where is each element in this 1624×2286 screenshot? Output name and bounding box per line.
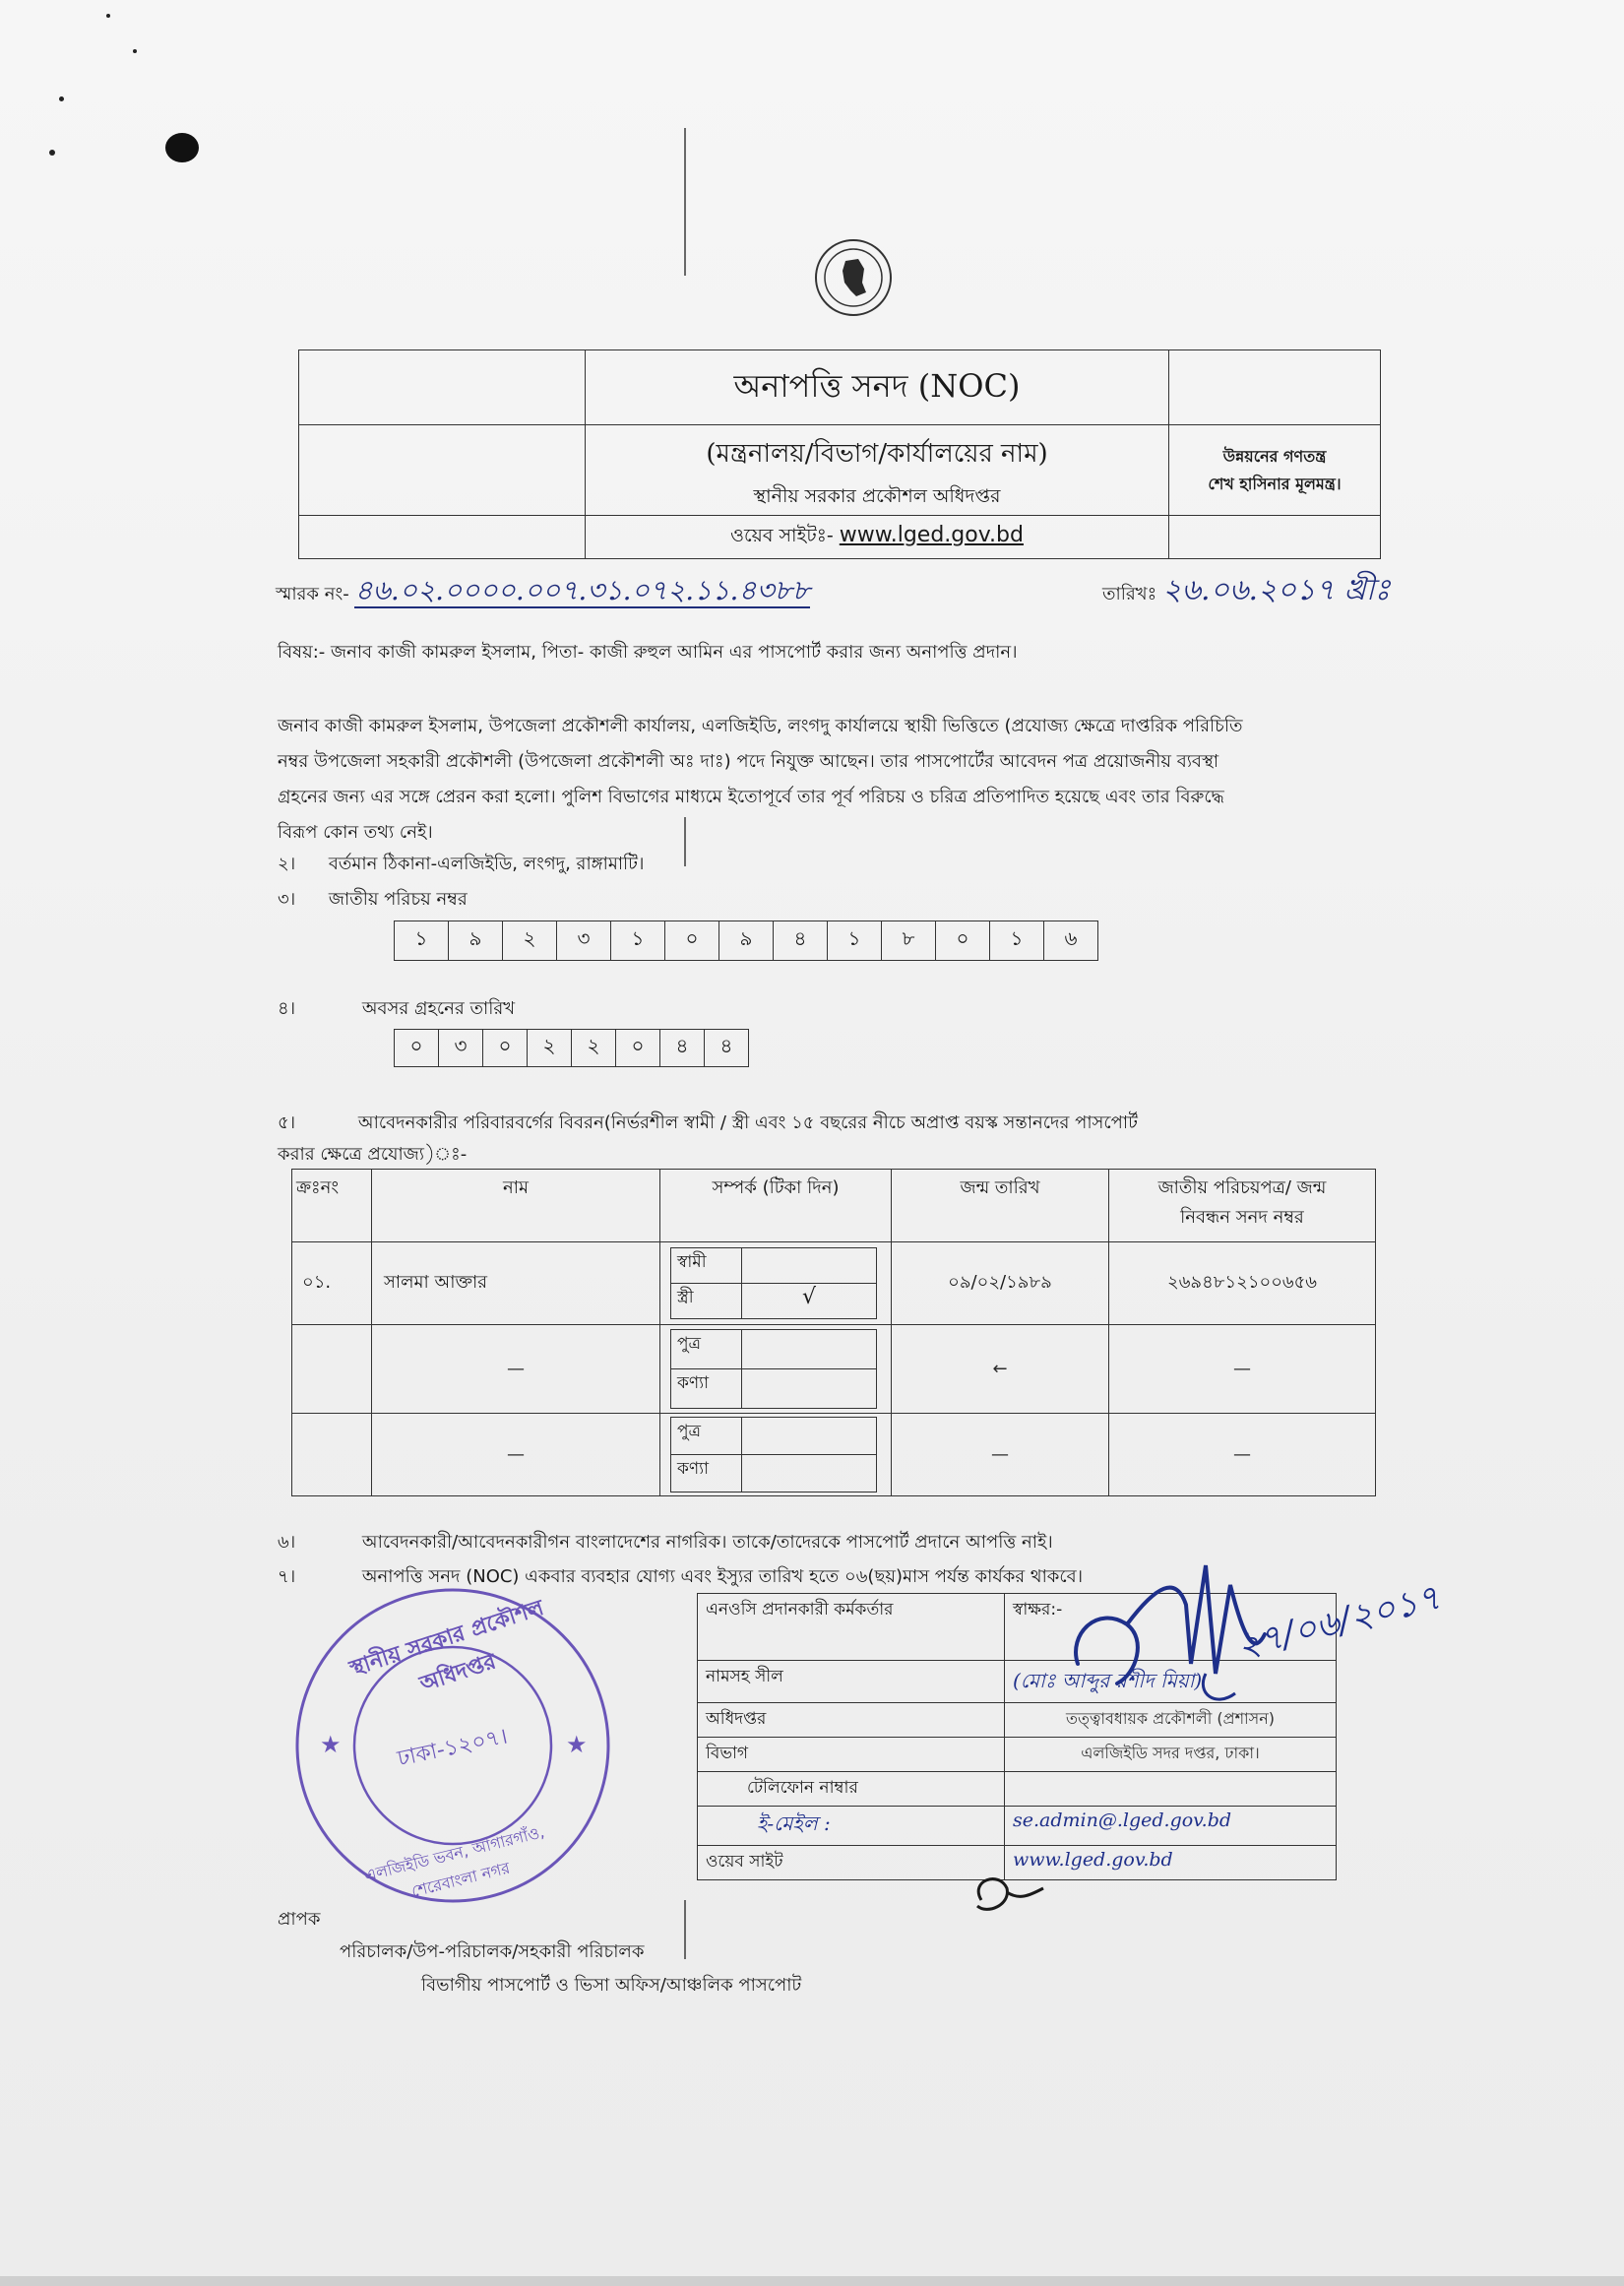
officer-row-label: নামসহ সীল bbox=[698, 1661, 1005, 1703]
officer-row-label: ই-মেইল : bbox=[698, 1807, 1005, 1846]
motto-line: উন্নয়নের গণতন্ত্র bbox=[1222, 446, 1327, 466]
officer-web-handwritten: www.lged.gov.bd bbox=[1005, 1846, 1337, 1880]
memo-number-row bbox=[276, 569, 810, 615]
table-row bbox=[292, 1325, 1376, 1414]
nid-digit: ১ bbox=[395, 921, 449, 961]
scan-speck bbox=[49, 150, 55, 156]
row-dob: ০৯/০২/১৯৮৯ bbox=[892, 1242, 1109, 1325]
fold-line bbox=[684, 1900, 686, 1959]
nid-digit: ৯ bbox=[719, 921, 774, 961]
col-header-nid: নিবন্ধন সনদ নম্বর bbox=[1180, 1207, 1304, 1228]
tick-mark bbox=[742, 1455, 877, 1492]
current-address: বর্তমান ঠিকানা-এলজিইডি, লংগদু, রাঙ্গামাটি। bbox=[328, 854, 645, 874]
relation-subtable bbox=[670, 1417, 877, 1492]
col-header-name: নাম bbox=[372, 1170, 660, 1242]
retirement-digit: ২ bbox=[528, 1030, 572, 1067]
nid-digit: ১ bbox=[828, 921, 882, 961]
nid-digit: ৬ bbox=[1044, 921, 1098, 961]
svg-text:★: ★ bbox=[566, 1731, 588, 1758]
memo-label: স্মারক নং- bbox=[276, 584, 349, 604]
col-header-nid: জাতীয় পরিচয়পত্র/ জন্ম bbox=[1157, 1177, 1327, 1198]
official-seal bbox=[290, 1583, 615, 1908]
row-dob: — bbox=[892, 1414, 1109, 1496]
date-label: তারিখঃ bbox=[1102, 584, 1157, 604]
row-name: — bbox=[372, 1325, 660, 1414]
retirement-digit: ০ bbox=[616, 1030, 660, 1067]
website-label: ওয়েব সাইটঃ- bbox=[730, 524, 834, 546]
relation-option: স্বামী bbox=[671, 1248, 742, 1284]
row-serial bbox=[292, 1325, 372, 1414]
retirement-digit: ৪ bbox=[660, 1030, 705, 1067]
body-line: নম্বর উপজেলা সহকারী প্রকৌশলী (উপজেলা প্রকৌশলী অঃ দাঃ) পদে নিযুক্ত আছেন। তার পাসপোর্টের আবেদন পত্র প্রয়োজনীয় ব্যবস্থা bbox=[278, 751, 1219, 772]
subject-line: বিষয়:- জনাব কাজী কামরুল ইসলাম, পিতা- কাজী রুহুল আমিন এর পাসপোর্ট করার জন্য অনাপত্তি প্রদান। bbox=[278, 642, 1018, 663]
signature-label: স্বাক্ষর:- bbox=[1005, 1594, 1337, 1661]
relation-option: পুত্র bbox=[671, 1330, 742, 1369]
row-serial: ০১. bbox=[292, 1242, 372, 1325]
item-2 bbox=[278, 850, 644, 880]
item-number: ২। bbox=[278, 854, 296, 874]
office-name: স্থানীয় সরকার প্রকৌশল অধিদপ্তর bbox=[753, 485, 1001, 507]
scan-speck bbox=[106, 14, 110, 18]
officer-designation: তত্ত্বাবধায়ক প্রকৌশলী (প্রশাসন) bbox=[1005, 1703, 1337, 1738]
body-line: গ্রহনের জন্য এর সঙ্গে প্রেরন করা হলো। পুলিশ বিভাগের মাধ্যমে ইতোপূর্বে তার পূর্ব পরিচয় ও চরিত্র প্রতিপাদিত হয়েছে এবং তার বিরুদ্ধে bbox=[278, 787, 1224, 807]
officer-name-handwritten: (মোঃ আব্দুর রশীদ মিয়া) bbox=[1005, 1661, 1337, 1703]
punch-hole bbox=[165, 133, 199, 162]
seal-bottom-text: এলজিইডি ভবন, আগারগাঁও, শেরেবাংলা নগর bbox=[362, 1821, 546, 1901]
seal-center-text: ঢাকা-১২০৭। bbox=[395, 1724, 510, 1772]
officer-row-label: বিভাগ bbox=[698, 1738, 1005, 1772]
header-table bbox=[298, 349, 1381, 559]
family-intro: করার ক্ষেত্রে প্রযোজ্য)ঃ- bbox=[278, 1144, 468, 1165]
initials-scribble-icon bbox=[969, 1871, 1048, 1920]
nid-digit: ৪ bbox=[774, 921, 828, 961]
body-paragraph bbox=[278, 709, 1380, 851]
retirement-digit: ০ bbox=[483, 1030, 528, 1067]
retirement-label: অবসর গ্রহনের তারিখ bbox=[361, 998, 516, 1019]
item-number: ৬। bbox=[278, 1532, 296, 1553]
nid-digit: ৩ bbox=[557, 921, 611, 961]
relation-option: কণ্যা bbox=[671, 1455, 742, 1492]
relation-option: স্ত্রী bbox=[671, 1284, 742, 1319]
officer-row-label: টেলিফোন নাম্বার bbox=[698, 1772, 1005, 1807]
nid-digit: ৯ bbox=[449, 921, 503, 961]
family-intro: আবেদনকারীর পরিবারবর্গের বিবরন(নির্ভরশীল স্বামী / স্ত্রী এবং ১৫ বছরের নীচে অপ্রাপ্ত বয়স্ক সন্তানদের পাসপোর্ট bbox=[357, 1112, 1138, 1133]
body-line: জনাব কাজী কামরুল ইসলাম, উপজেলা প্রকৌশলী কার্যালয়, এলজিইডি, লংগদু কার্যালয়ে স্থায়ী ভিত্তিতে (প্রযোজ্য ক্ষেত্রে দাপ্তরিক পরিচিতি bbox=[278, 716, 1243, 736]
nid-digit: ০ bbox=[936, 921, 990, 961]
item-number: ৫। bbox=[278, 1112, 296, 1133]
memo-number: ৪৬.০২.০০০০.০০৭.৩১.০৭২.১১.৪৩৮৮ bbox=[354, 574, 811, 606]
retirement-digit: ৪ bbox=[705, 1030, 749, 1067]
item-4 bbox=[278, 994, 515, 1025]
item-6 bbox=[278, 1528, 1053, 1558]
citizenship-statement: আবেদনকারী/আবেদনকারীগন বাংলাদেশের নাগরিক। তাকে/তাদেরকে পাসপোর্ট প্রদানে আপত্তি নাই। bbox=[361, 1532, 1053, 1553]
relation-subtable bbox=[670, 1329, 877, 1409]
table-row bbox=[292, 1242, 1376, 1325]
nid-digit: ১ bbox=[990, 921, 1044, 961]
table-row bbox=[292, 1414, 1376, 1496]
row-nid: — bbox=[1109, 1414, 1376, 1496]
tick-mark: √ bbox=[742, 1284, 877, 1319]
officer-title: এনওসি প্রদানকারী কর্মকর্তার bbox=[698, 1594, 1005, 1661]
row-serial bbox=[292, 1414, 372, 1496]
col-header-serial: ক্রঃনং bbox=[292, 1170, 372, 1242]
item-number: ৩। bbox=[278, 889, 296, 910]
ministry-label: (মন্ত্রনালয়/বিভাগ/কার্যালয়ের নাম) bbox=[706, 439, 1048, 469]
row-name: — bbox=[372, 1414, 660, 1496]
retirement-digit: ৩ bbox=[439, 1030, 483, 1067]
retirement-digit: ২ bbox=[572, 1030, 616, 1067]
document-title: অনাপত্তি সনদ (NOC) bbox=[586, 350, 1169, 425]
recipient-line: পরিচালক/উপ-পরিচালক/সহকারী পরিচালক bbox=[340, 1941, 645, 1962]
scan-bottom-edge bbox=[0, 2276, 1624, 2286]
officer-row-label: অধিদপ্তর bbox=[698, 1703, 1005, 1738]
row-name: সালমা আক্তার bbox=[372, 1242, 660, 1325]
website-link[interactable]: www.lged.gov.bd bbox=[839, 522, 1024, 547]
nid-digit-grid bbox=[394, 921, 1098, 961]
nid-digit: ২ bbox=[503, 921, 557, 961]
validity-statement: অনাপত্তি সনদ (NOC) একবার ব্যবহার যোগ্য এবং ইস্যুর তারিখ হতে ০৬(ছয়)মাস পর্যন্ত কার্যকর থাকবে। bbox=[361, 1566, 1084, 1587]
fold-line bbox=[684, 128, 686, 276]
tick-mark bbox=[742, 1369, 877, 1409]
item-3 bbox=[278, 885, 468, 916]
officer-office: এলজিইডি সদর দপ্তর, ঢাকা। bbox=[1005, 1738, 1337, 1772]
relation-option: পুত্র bbox=[671, 1418, 742, 1455]
recipient-label: প্রাপক bbox=[278, 1909, 321, 1930]
scan-speck bbox=[133, 49, 137, 53]
svg-text:★: ★ bbox=[320, 1731, 342, 1758]
body-line: বিরূপ কোন তথ্য নেই। bbox=[278, 822, 433, 843]
nid-digit: ১ bbox=[611, 921, 665, 961]
item-number: ৭। bbox=[278, 1566, 296, 1587]
government-emblem-icon bbox=[813, 233, 894, 322]
officer-row-label: ওয়েব সাইট bbox=[698, 1846, 1005, 1880]
col-header-relation: সম্পর্ক (টিকা দিন) bbox=[660, 1170, 892, 1242]
family-table bbox=[291, 1169, 1376, 1496]
row-nid: — bbox=[1109, 1325, 1376, 1414]
memo-date: ২৬.০৬.২০১৭ খ্রীঃ bbox=[1161, 573, 1391, 607]
row-dob: ← bbox=[892, 1325, 1109, 1414]
nid-digit: ৮ bbox=[882, 921, 936, 961]
retirement-digit-grid bbox=[394, 1029, 749, 1067]
row-nid: ২৬৯৪৮১২১০০৬৫৬ bbox=[1109, 1242, 1376, 1325]
memo-date-row bbox=[1102, 566, 1390, 616]
motto-line: শেখ হাসিনার মূলমন্ত্র। bbox=[1208, 474, 1342, 493]
item-number: ৪। bbox=[278, 998, 296, 1019]
relation-option: কণ্যা bbox=[671, 1369, 742, 1409]
col-header-dob: জন্ম তারিখ bbox=[892, 1170, 1109, 1242]
nid-label: জাতীয় পরিচয় নম্বর bbox=[328, 889, 468, 910]
officer-email-handwritten: se.admin@.lged.gov.bd bbox=[1005, 1807, 1337, 1846]
recipient-line: বিভাগীয় পাসপোর্ট ও ভিসা অফিস/আঞ্চলিক পাসপোট bbox=[421, 1975, 802, 1996]
signature-date: ২৭/০৬/২০১৭ bbox=[1232, 1577, 1445, 1668]
retirement-digit: ০ bbox=[395, 1030, 439, 1067]
scan-speck bbox=[59, 96, 64, 101]
relation-subtable bbox=[670, 1247, 877, 1319]
nid-digit: ০ bbox=[665, 921, 719, 961]
seal-top-text: স্থানীয় সরকার প্রকৌশল অধিদপ্তর bbox=[346, 1595, 547, 1697]
item-5 bbox=[278, 1108, 1138, 1171]
